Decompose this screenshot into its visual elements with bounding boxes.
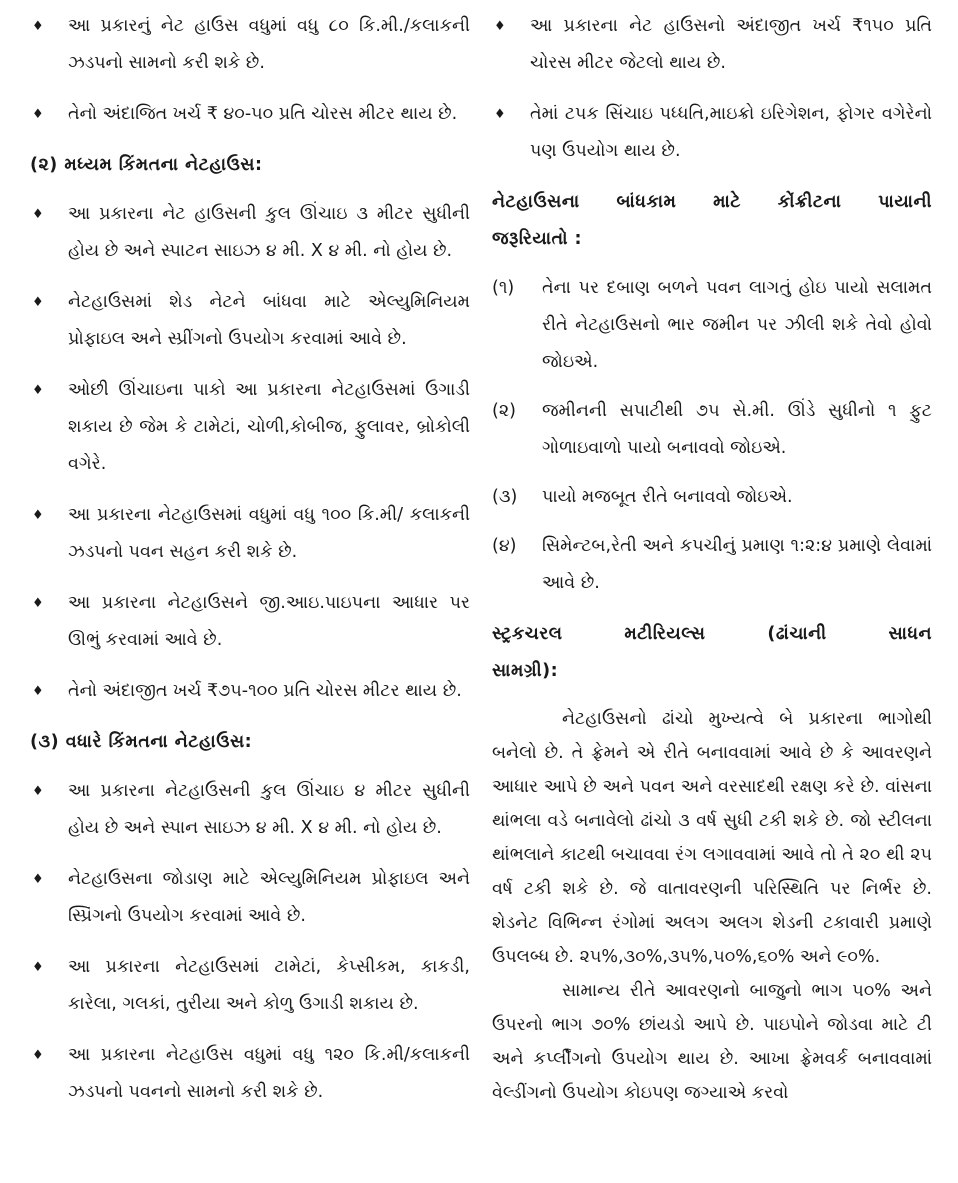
bullet-icon: ♦ [32, 960, 44, 975]
section-heading-continued: સામગ્રી): [492, 661, 559, 681]
section-heading: (૩) વધારે કિંમતના નેટહાઉસ: [30, 732, 253, 752]
list-item [30, 96, 470, 133]
bullet-text: તેનો અંદાજીત ખર્ચ ₹૭૫-૧૦૦ પ્રતિ ચોરસ મીટર થાય છે. [68, 681, 462, 701]
bullet-text: તેનો અંદાજિત ખર્ચ ₹ ૪૦-૫૦ પ્રતિ ચોરસ મીટર થાય છે. [68, 104, 458, 124]
bullet-icon: ♦ [32, 1048, 44, 1063]
bullet-text: આ પ્રકારનું નેટ હાઉસ વધુમાં વધુ ૮૦ કિ.મી./કલાકની ઝડપનો સામનો કરી શકે છે. [68, 16, 470, 73]
list-item [492, 96, 932, 170]
list-item [30, 372, 470, 483]
bullet-text: આ પ્રકારના નેટહાઉસની કુલ ઊંચાઇ ૪ મીટર સુધીની હોય છે અને સ્પાન સાઇઝ ૪ મી. X ૪ મી. નો હોય છે. [68, 781, 470, 838]
bullet-icon: ♦ [32, 207, 44, 222]
numbered-item [492, 528, 932, 602]
item-text: જમીનની સપાટીથી ૭૫ સે.મી. ઊંડે સુધીનો ૧ ફુટ ગોળાઇવાળો પાયો બનાવવો જોઇએ. [542, 401, 932, 458]
bullet-icon: ♦ [494, 107, 506, 122]
list-item [30, 585, 470, 659]
bullet-text: નેટહાઉસના જોડાણ માટે એલ્યુમિનિયમ પ્રોફાઇલ અને સ્પ્રિંગનો ઉપયોગ કરવામાં આવે છે. [68, 869, 470, 926]
section-heading-continued: જરૂરિયાતો : [492, 229, 583, 249]
bullet-text: આ પ્રકારના નેટહાઉસમાં ટામેટાં, કેપ્સીકમ, કાકડી, કારેલા, ગલકાં, તુરીયા અને કોળુ ઉગાડી શકાય છે. [68, 957, 470, 1014]
item-text: સિમેન્ટબ,રેતી અને કપચીનું પ્રમાણ ૧:૨:૪ પ્રમાણે લેવામાં આવે છે. [542, 536, 932, 593]
bullet-icon: ♦ [32, 872, 44, 887]
item-number: (૨) [492, 401, 516, 421]
bullet-icon: ♦ [32, 508, 44, 523]
bullet-text: આ પ્રકારના નેટ હાઉસનો અંદાજીત ખર્ચ ₹૧૫૦ પ્રતિ ચોરસ મીટર જેટલો થાય છે. [530, 16, 932, 73]
bullet-icon: ♦ [32, 383, 44, 398]
list-item [30, 861, 470, 935]
bullet-icon: ♦ [32, 784, 44, 799]
body-paragraph: સામાન્ય રીતે આવરણનો બાજુનો ભાગ ૫૦% અને ઉપરનો ભાગ ૭૦% છાંયડો આપે છે. પાઇપોને જોડવા માટે ટી અને કર્પ્લીંગનો ઉપયોગ થાય છે. આખા ફ્રેમવર્ક બનાવવામાં વેલ્ડીંગનો ઉપયોગ કોઇપણ જગ્યાએ કરવો [492, 981, 932, 1103]
list-item [30, 1037, 470, 1111]
right-column [492, 8, 932, 1110]
section-heading: (૨) મધ્યમ કિંમતના નેટહાઉસ: [30, 155, 263, 175]
item-number: (૧) [492, 278, 515, 298]
list-item [30, 196, 470, 270]
bullet-icon: ♦ [32, 19, 44, 34]
bullet-text: આ પ્રકારના નેટહાઉસને જી.આઇ.પાઇપના આધાર પર ઊભું કરવામાં આવે છે. [68, 593, 470, 650]
list-item [30, 497, 470, 571]
list-item [30, 949, 470, 1023]
bullet-text: આ પ્રકારના નેટહાઉસમાં વધુમાં વધુ ૧૦૦ કિ.મી/ કલાકની ઝડપનો પવન સહન કરી શકે છે. [68, 505, 470, 562]
list-item [492, 8, 932, 82]
item-text: પાયો મજબૂત રીતે બનાવવો જોઇએ. [542, 487, 793, 507]
bullet-icon: ♦ [494, 19, 506, 34]
list-item [30, 773, 470, 847]
section-heading: સ્ટ્રકચરલ મટીરિયલ્સ (ઢાંચાની સાધન [492, 624, 932, 644]
bullet-text: તેમાં ટપક સિંચાઇ પધ્ધતિ,માઇક્રો ઇરિગેશન, ફોગર વગેરેનો પણ ઉપયોગ થાય છે. [530, 104, 932, 161]
list-item [30, 673, 470, 710]
numbered-item [492, 393, 932, 467]
bullet-icon: ♦ [32, 107, 44, 122]
numbered-item [492, 270, 932, 381]
list-item [30, 284, 470, 358]
bullet-text: નેટહાઉસમાં શેડ નેટને બાંધવા માટે એલ્યુમિનિયમ પ્રોફાઇલ અને સ્પ્રીંગનો ઉપયોગ કરવામાં આવે છે. [68, 292, 470, 349]
item-text: તેના પર દબાણ બળને પવન લાગતું હોઇ પાયો સલામત રીતે નેટહાઉસનો ભાર જમીન પર ઝીલી શકે તેવો હોવો જોઇએ. [542, 278, 932, 372]
bullet-text: આ પ્રકારના નેટ હાઉસની કુલ ઊંચાઇ ૩ મીટર સુધીની હોય છે અને સ્પાટન સાઇઝ ૪ મી. X ૪ મી. નો હોય છે. [68, 204, 470, 261]
list-item [30, 8, 470, 82]
item-number: (૩) [492, 487, 518, 507]
left-column [30, 8, 470, 1125]
bullet-icon: ♦ [32, 684, 44, 699]
numbered-item [492, 479, 932, 516]
body-paragraph: નેટહાઉસનો ઢાંચો મુખ્યત્વે બે પ્રકારના ભાગોથી બનેલો છે. તે ફ્રેમને એ રીતે બનાવવામાં આવે છે કે આવરણને આધાર આપે છે અને પવન અને વરસાદથી રક્ષણ કરે છે. વાંસના થાંભલા વડે બનાવેલો ઢાંચો ૩ વર્ષ સુધી ટકી શકે છે. જો સ્ટીલના થાંભલાને કાટથી બચાવવા રંગ લગાવવામાં આવે તો તે ૨૦ થી ૨૫ વર્ષ ટકી શકે છે. જે વાતાવરણની પરિસ્થિતિ પર નિર્ભર છે. શેડનેટ વિભિન્ન રંગોમાં અલગ અલગ શેડની ટકાવારી પ્રમાણે ઉપલબ્ધ છે. ૨૫%,૩૦%,૩૫%,૫૦%,૬૦% અને ૯૦%. [492, 709, 932, 967]
section-heading: નેટહાઉસના બાંધકામ માટે કોંક્રીટના પાયાની [492, 192, 932, 212]
bullet-text: આ પ્રકારના નેટહાઉસ વધુમાં વધુ ૧૨૦ કિ.મી/કલાકની ઝડપનો પવનનો સામનો કરી શકે છે. [68, 1045, 470, 1102]
item-number: (૪) [492, 536, 517, 556]
bullet-icon: ♦ [32, 295, 44, 310]
bullet-icon: ♦ [32, 596, 44, 611]
bullet-text: ઓછી ઊંચાઇના પાકો આ પ્રકારના નેટહાઉસમાં ઉગાડી શકાય છે જેમ કે ટામેટાં, ચોળી,કોબીજ, ફુલાવર, બ્રોકોલી વગેરે. [68, 380, 470, 474]
